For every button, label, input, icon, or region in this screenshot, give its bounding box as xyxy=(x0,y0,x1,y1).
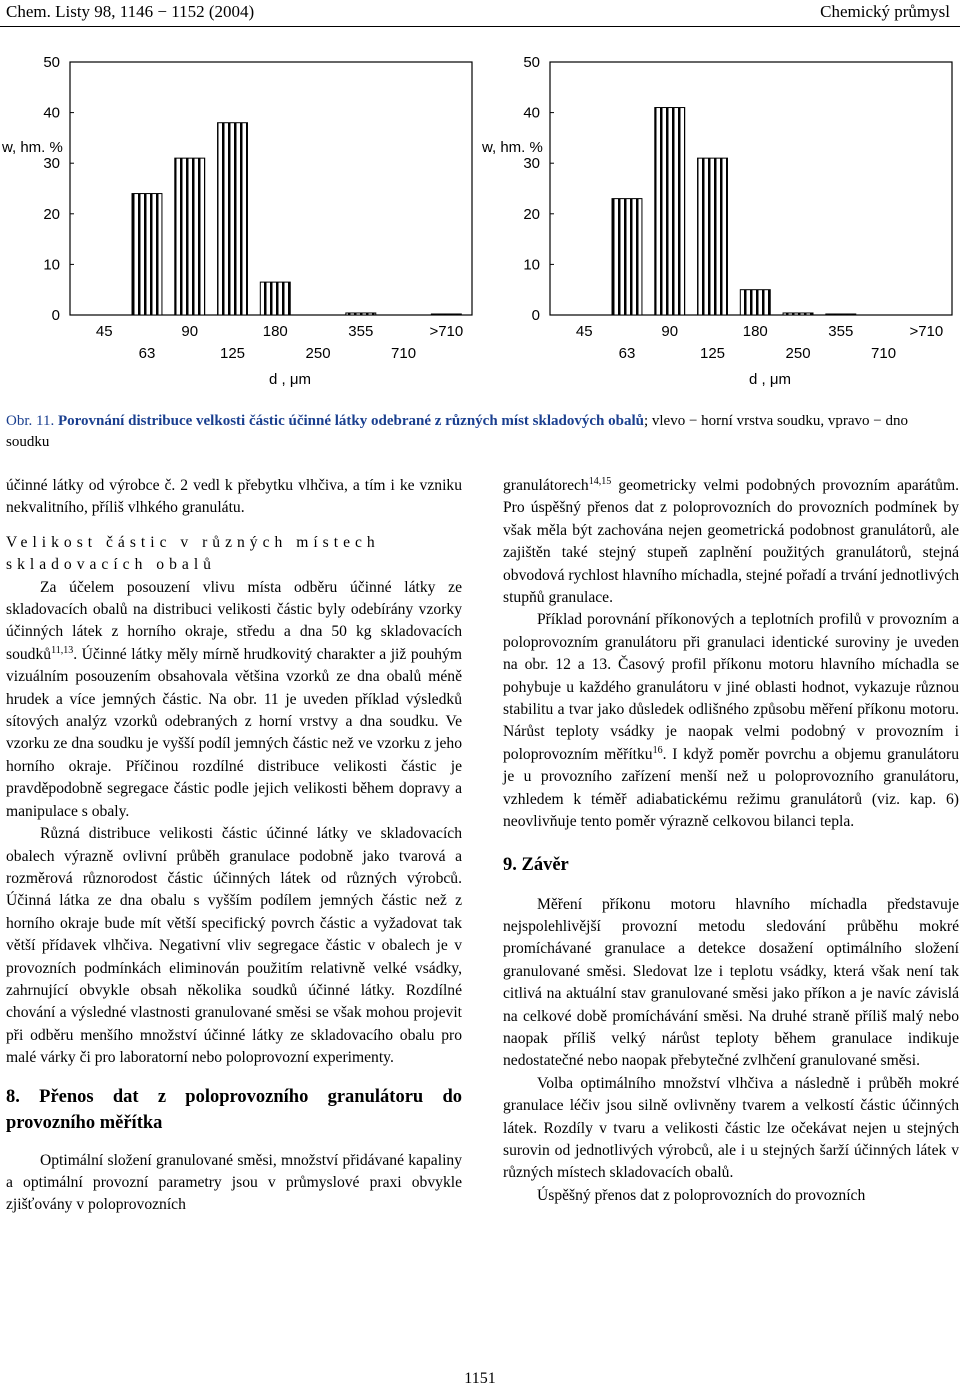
caption-title: Porovnání distribuce velkosti částic účinné látky odebrané z různých míst skladových obalů xyxy=(57,413,644,429)
x-tick-label: 710 xyxy=(871,345,897,362)
y-tick-label: 20 xyxy=(523,205,540,223)
bar xyxy=(783,313,813,315)
caption-label: Obr. 11. xyxy=(6,413,55,429)
y-tick-label: 10 xyxy=(43,256,60,274)
subheading: Velikost částic v různých místech skladovacích obalů xyxy=(6,533,380,574)
figure-caption xyxy=(6,411,954,453)
y-tick-label: 20 xyxy=(43,205,60,223)
y-tick-label: 10 xyxy=(523,256,540,274)
bar xyxy=(218,123,248,315)
header-rule xyxy=(0,26,960,27)
x-tick-label: 90 xyxy=(181,323,199,340)
y-tick-label: 40 xyxy=(43,104,60,122)
bar xyxy=(260,282,290,315)
bar xyxy=(826,314,856,315)
bar xyxy=(612,199,642,315)
histogram-chart-left xyxy=(0,40,480,400)
y-tick-label: 0 xyxy=(531,307,540,324)
journal-citation: Chem. Listy 98, 1146 − 1152 (2004) xyxy=(6,2,255,21)
bar xyxy=(655,108,685,315)
x-tick-label: 710 xyxy=(391,345,417,362)
left-column xyxy=(6,475,462,1217)
y-tick-label: 50 xyxy=(523,54,540,71)
y-tick-label: 0 xyxy=(51,307,60,324)
paragraph: Měření příkonu motoru hlavního míchadla představuje nejspolehlivější provozní metodu sledování průběhu mokré promíchávané granulace a detekce dosažení optimálního složení granulované směsi. Sledovat lze i teplotu vsádky, která však není tak citlivá na aktuální stav granulované směsi jako příkon a je navíc závislá na celkové době promíchávání směsi. Na druhé straně příliš malý nebo naopak příliš velký nárůst teploty během granulace indikuje nedostatečné nebo naopak přebytečné zvlhčení granulované směsi. xyxy=(503,895,959,1070)
histogram-chart-right xyxy=(480,40,960,400)
x-tick-label: 180 xyxy=(262,323,288,340)
x-tick-label: 355 xyxy=(348,323,374,340)
x-tick-label: 250 xyxy=(305,345,331,362)
right-column xyxy=(503,475,959,1207)
paragraph: granulátorech$^{14,15}$ geometricky velmi podobných provozním aparátům. Pro úspěšný přenos dat z poloprovozních do provozních podmínek by však měla být zachována nejen geometrická podobnost granulátorů, ale zajištěn také stejný stupeň zaplnění použitých granulátorů, stejná obvodová rychlost hlavního míchadla, stejné pořadí a trvání jednotlivých stupňů granulace. xyxy=(503,475,960,607)
caption-rest: ; vlevo − horní vrstva soudku, vpravo − dno soudku xyxy=(6,413,908,450)
plot-frame xyxy=(550,62,952,315)
x-tick-label: 63 xyxy=(618,345,636,362)
y-axis-label: w, hm. % xyxy=(482,139,543,156)
x-tick-label: 180 xyxy=(742,323,768,340)
paragraph: Za účelem posouzení vlivu místa odběru účinné látky ze skladovacích obalů na distribuci velikosti částic byly odebírány vzorky účinných látek z horního okraje, středu a dna 50 kg skladovacích soudků$^{11,13}$. Účinné látky měly mírně hrudkovitý charakter a již pouhým vizuálním posouzením obsahovala většina vzorků ze dna obalů méně hrudek a více jemných částic. Na obr. 11 je uveden příklad výsledků sítových analýz vzorků odebraných z horní vrstvy a dna soudku. Ve vzorku ze dna soudku je vyšší podíl jemných částic než ve vzorku z jeho horního okraje. Příčinou rozdílné distribuce velikosti částic je pravděpodobně segregace částic podle jejich velikosti během dopravy a manipulace s obaly. xyxy=(6,578,462,820)
plot-frame xyxy=(70,62,472,315)
bar xyxy=(740,290,770,315)
y-tick-label: 30 xyxy=(43,155,60,173)
y-tick-label: 40 xyxy=(523,104,540,122)
x-axis-label: d , μm xyxy=(269,371,311,388)
section-heading-9: 9. Závěr xyxy=(503,854,569,875)
running-header xyxy=(0,0,960,30)
x-tick-label: 125 xyxy=(699,345,726,362)
paragraph: Příklad porovnání příkonových a teplotních profilů v provozním a poloprovozním granulátoru při granulaci identické suroviny je uveden na obr. 12 a 13. Časový profil příkonu motoru hlavního míchadla se pohybuje u každého granulátoru v jiné oblasti hodnot, vykazuje různou stabilitu a tvar jako důsledek odlišného způsobu měření příkonu motoru. Nárůst teploty vsádky je naopak velmi podobný v provozním i poloprovozním měřítku$^{16}$. I když poměr povrchu a objemu granulátoru je u provozního zařízení menší než u poloprovozního granulátoru, vzhledem k téměř adiabatickému režimu granulátorů (viz. kap. 6) neovlivňuje tento poměr výrazně celkovou bilanci tepla. xyxy=(503,611,959,831)
x-tick-label: 355 xyxy=(828,323,854,340)
paragraph: Optimální složení granulované směsi, množství přidávané kapaliny a optimální provozní parametry jsou v průmyslové praxi obvykle zjišťovány v poloprovozních xyxy=(6,1151,462,1214)
x-tick-label: 250 xyxy=(785,345,811,362)
bar xyxy=(698,158,728,315)
paragraph: Úspěšný přenos dat z poloprovozních do provozních xyxy=(537,1186,866,1204)
paragraph: účinné látky od výrobce č. 2 vedl k přebytku vlhčiva, a tím i ke vzniku nekvalitního, příliš vlhkého granulátu. xyxy=(6,477,462,517)
bar xyxy=(175,158,205,315)
bar xyxy=(346,313,376,315)
x-tick-label: >710 xyxy=(429,323,464,340)
paragraph: Různá distribuce velikosti částic účinné látky ve skladovacích obalech výrazně ovlivní průběh granulace podobně jako tvarová a rozměrová různorodost částic účinných látek od různých výrobců. Účinná látka ze dna obalu s vyšším podílem jemných částic než z horního okraje bude mít větší specifický povrch částic a vyžadovat tak větší přídavek vlhčiva. Negativní vliv segregace částic v obalech je v provozních podmínkách eliminován použitím relativně velké vsádky, zahrnující obvykle obsah několika soudků účinné látky. Rozdílné chování a výsledné vlastnosti granulované směsi se však mohou projevit při odběru menšího množství účinné látky ze skladovacího obalu pro malé várky či pro laboratorní nebo poloprovozní experimenty. xyxy=(6,825,462,1067)
x-tick-label: 90 xyxy=(661,323,679,340)
journal-section: Chemický průmysl xyxy=(820,2,950,21)
x-tick-label: >710 xyxy=(909,323,944,340)
x-tick-label: 125 xyxy=(219,345,246,362)
x-tick-label: 63 xyxy=(138,345,156,362)
paragraph: Volba optimálního množství vlhčiva a následně i průběh mokré granulace léčiv jsou silně ovlivněny tvarem a velkostí částic účinných látek. Rozdíly v tvaru a velikosti částic lze očekávat nejen u stejných surovin od jednotlivých výrobců, ale i u stejných šarží účinných látek v různých místech skladovacích obalů. xyxy=(503,1074,959,1182)
bar xyxy=(132,194,162,315)
bar xyxy=(431,314,461,315)
page-number: 1151 xyxy=(464,1370,496,1387)
x-axis-label: d , μm xyxy=(749,371,791,388)
y-axis-label: w, hm. % xyxy=(2,139,63,156)
x-tick-label: 45 xyxy=(95,323,113,340)
x-tick-label: 45 xyxy=(575,323,593,340)
y-tick-label: 30 xyxy=(523,155,540,173)
section-heading-8: 8. Přenos dat z poloprovozního granulátoru do provozního měřítka xyxy=(6,1086,462,1133)
y-tick-label: 50 xyxy=(43,54,60,71)
